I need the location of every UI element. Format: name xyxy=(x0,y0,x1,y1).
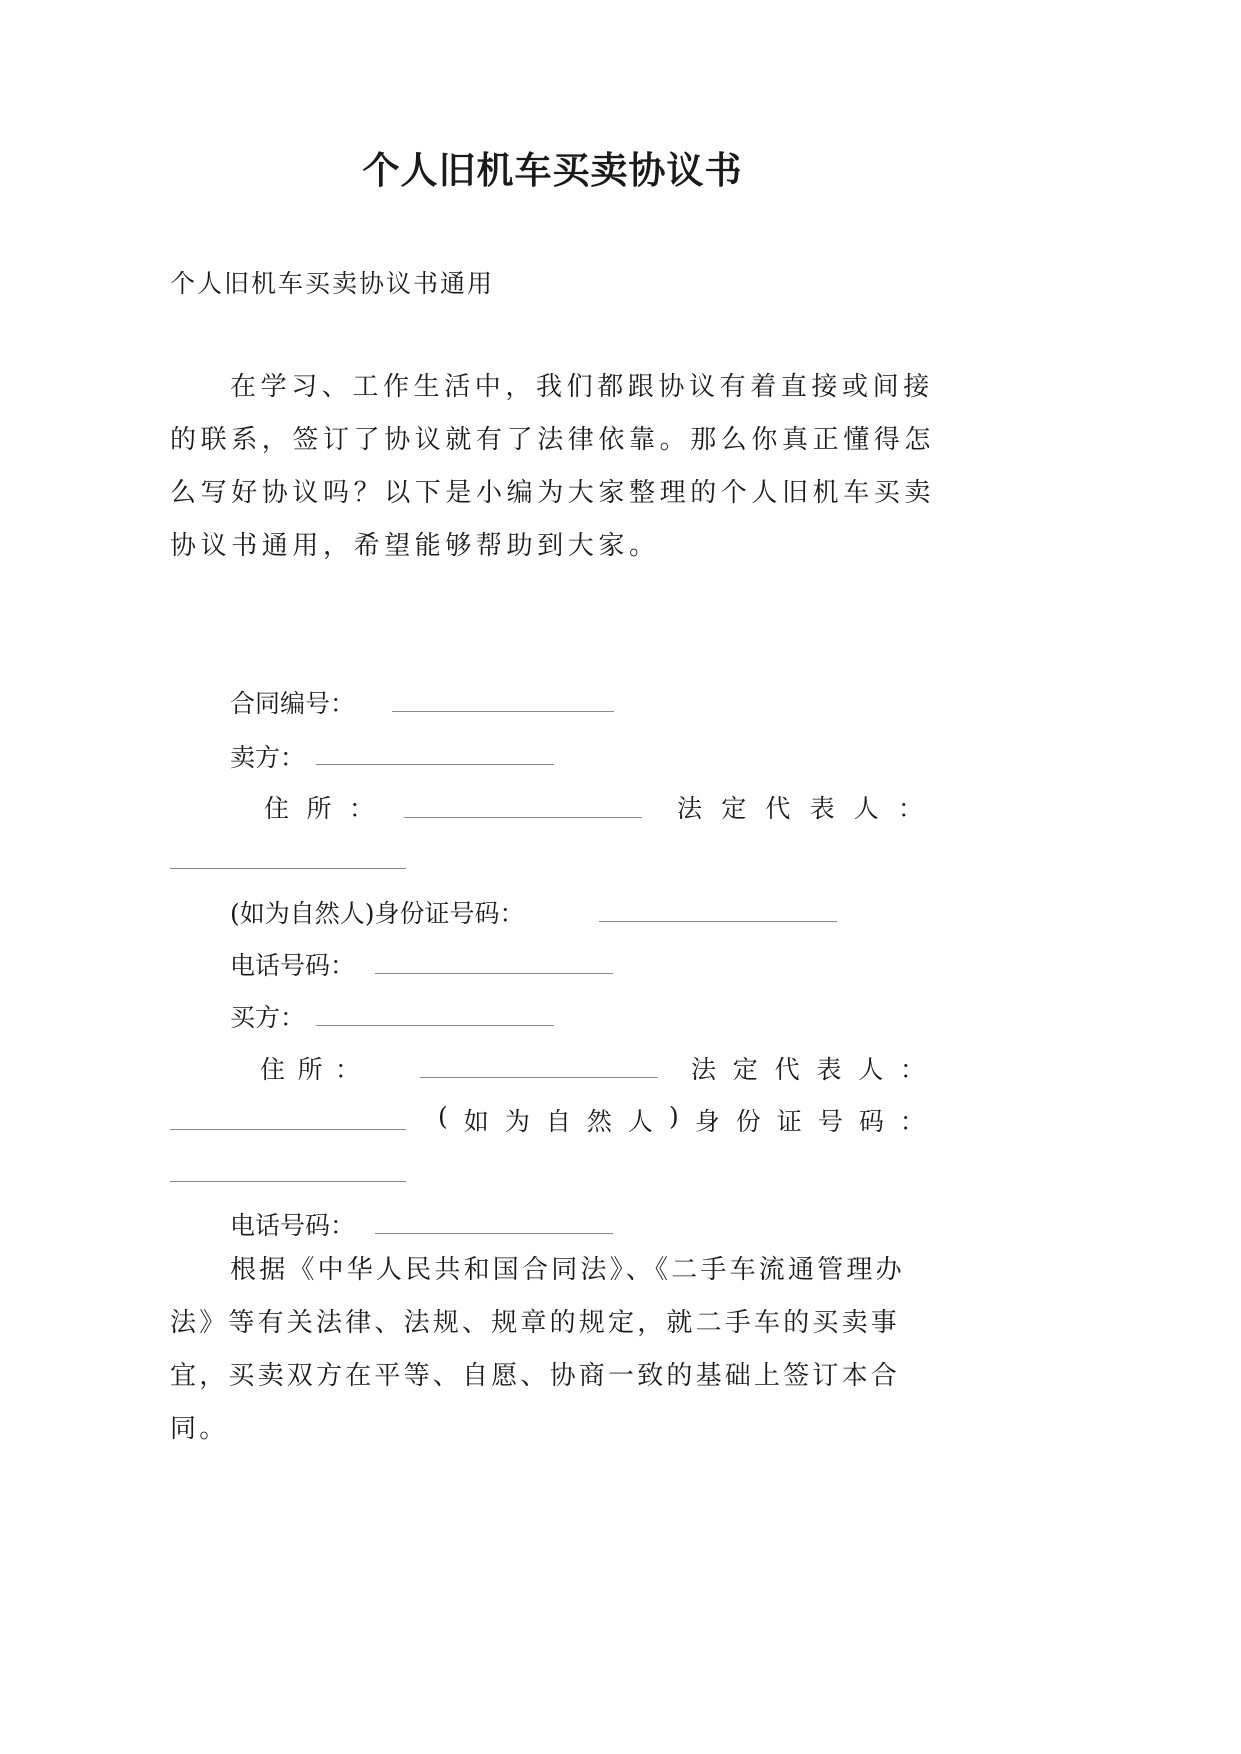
buyer-legal-rep-blank xyxy=(170,1129,406,1130)
document-subtitle: 个人旧机车买卖协议书通用 xyxy=(170,269,495,298)
seller-label: 卖方： xyxy=(230,743,306,772)
buyer-id-blank xyxy=(170,1181,406,1182)
buyer-phone-blank xyxy=(375,1233,613,1234)
seller-phone-blank xyxy=(375,973,613,974)
contract-no-label: 合同编号： xyxy=(230,689,356,718)
buyer-residence-blank xyxy=(420,1077,658,1078)
buyer-residence-label: 住 所 ： xyxy=(260,1055,360,1084)
seller-phone-label: 电话号码： xyxy=(230,951,356,980)
buyer-blank xyxy=(316,1025,554,1026)
seller-legal-rep-label: 法 定 代 表 人 ： xyxy=(677,794,923,823)
contract-no-blank xyxy=(392,711,614,712)
seller-id-label: (如为自然人)身份证号码： xyxy=(230,899,525,928)
seller-residence-blank xyxy=(404,817,642,818)
intro-paragraph: 在学习、工作生活中，我们都跟协议有着直接或间接的联系，签订了协议就有了法律依靠。那么你真正懂得怎么写好协议吗？以下是小编为大家整理的个人旧机车买卖协议书通用，希望能够帮助到大家。 xyxy=(170,372,936,561)
seller-id-blank xyxy=(599,921,837,922)
seller-legal-rep-blank xyxy=(170,868,406,869)
buyer-id-label: ( 如 为 自 然 人 ) 身 份 证 号 码 ： xyxy=(438,1102,925,1136)
buyer-label: 买方： xyxy=(230,1003,306,1032)
seller-residence-label: 住 所 ： xyxy=(264,794,374,823)
document-title: 个人旧机车买卖协议书 xyxy=(362,148,743,192)
legal-basis-paragraph: 根据《中华人民共和国合同法》、《二手车流通管理办法》等有关法律、法规、规章的规定，就二手车的买卖事宜，买卖双方在平等、自愿、协商一致的基础上签订本合同。 xyxy=(170,1255,905,1444)
seller-blank xyxy=(316,764,554,765)
buyer-phone-label: 电话号码： xyxy=(230,1211,356,1240)
buyer-legal-rep-label: 法 定 代 表 人 ： xyxy=(691,1055,925,1084)
